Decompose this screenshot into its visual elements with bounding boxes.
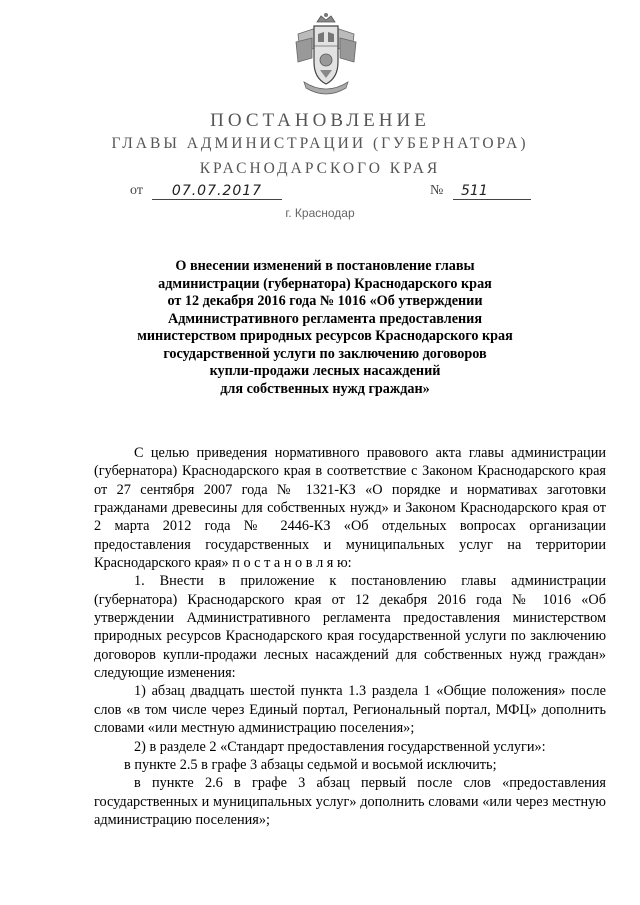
title-line: для собственных нужд граждан»: [220, 380, 430, 397]
document-type-title: ПОСТАНОВЛЕНИЕ: [210, 110, 430, 131]
issuer-line: ГЛАВЫ АДМИНИСТРАЦИИ (ГУБЕРНАТОРА): [111, 135, 529, 152]
preamble-paragraph: С целью приведения нормативного правового акта главы администрации (губернатора) Краснодарского края в соответствие с Законом Краснодарского края от 27 сентября 2007 года № 1321-КЗ «О порядке и нормативах заготовки гражданами древесины для собственных нужд» и Законом Краснодарского края от 2 марта 2012 года № 2446-КЗ «Об отдельных вопросах организации предоставления государственных и муниципальных услуг на территории Краснодарского края» п о с т а н о в л я ю:: [94, 445, 606, 572]
body-paragraph: 1. Внести в приложение к постановлению главы администрации (губернатора) Краснодарского края от 12 декабря 2016 года № 1016 «Об утверждении Административного регламента предоставления министерством природных ресурсов Краснодарского края государственной услуги по заключению договоров купли-продажи лесных насаждений для собственных нужд граждан» следующие изменения:: [94, 573, 606, 682]
date-label: от: [130, 183, 143, 198]
region-line: КРАСНОДАРСКОГО КРАЯ: [199, 160, 441, 177]
coat-of-arms-icon: [290, 12, 362, 96]
title-line: администрации (губернатора) Краснодарского края: [158, 275, 492, 292]
title-line: от 12 декабря 2016 года № 1016 «Об утверждении: [167, 293, 483, 309]
title-line: купли-продажи лесных насаждений: [209, 363, 441, 379]
body-paragraph: 1) абзац двадцать шестой пункта 1.3 раздела 1 «Общие положения» после слов «в том числе через Единый портал, Региональный портал, МФЦ» дополнить словами «или местную администрацию поселения»;: [94, 683, 606, 737]
title-line: Административного регламента предоставления: [167, 310, 483, 327]
document-title: [120, 258, 530, 398]
title-line: государственной услуги по заключению договоров: [163, 345, 487, 362]
date-value: 07.07.2017: [152, 183, 282, 200]
title-line: министерством природных ресурсов Краснодарского края: [137, 328, 513, 344]
city-label: г. Краснодар: [285, 206, 355, 220]
body-paragraph: в пункте 2.6 в графе 3 абзац первый после слов «предоставления государственных и муниципальных услуг» дополнить словами «или через местную администрацию поселения»;: [94, 775, 606, 828]
body-paragraph: в пункте 2.5 в графе 3 абзацы седьмой и восьмой исключить;: [124, 756, 497, 773]
number-value: 511: [453, 183, 531, 200]
document-body: [94, 444, 606, 829]
body-paragraph: 2) в разделе 2 «Стандарт предоставления государственной услуги»:: [134, 738, 546, 755]
title-line: О внесении изменений в постановление главы: [175, 258, 475, 274]
number-label: №: [430, 183, 444, 198]
